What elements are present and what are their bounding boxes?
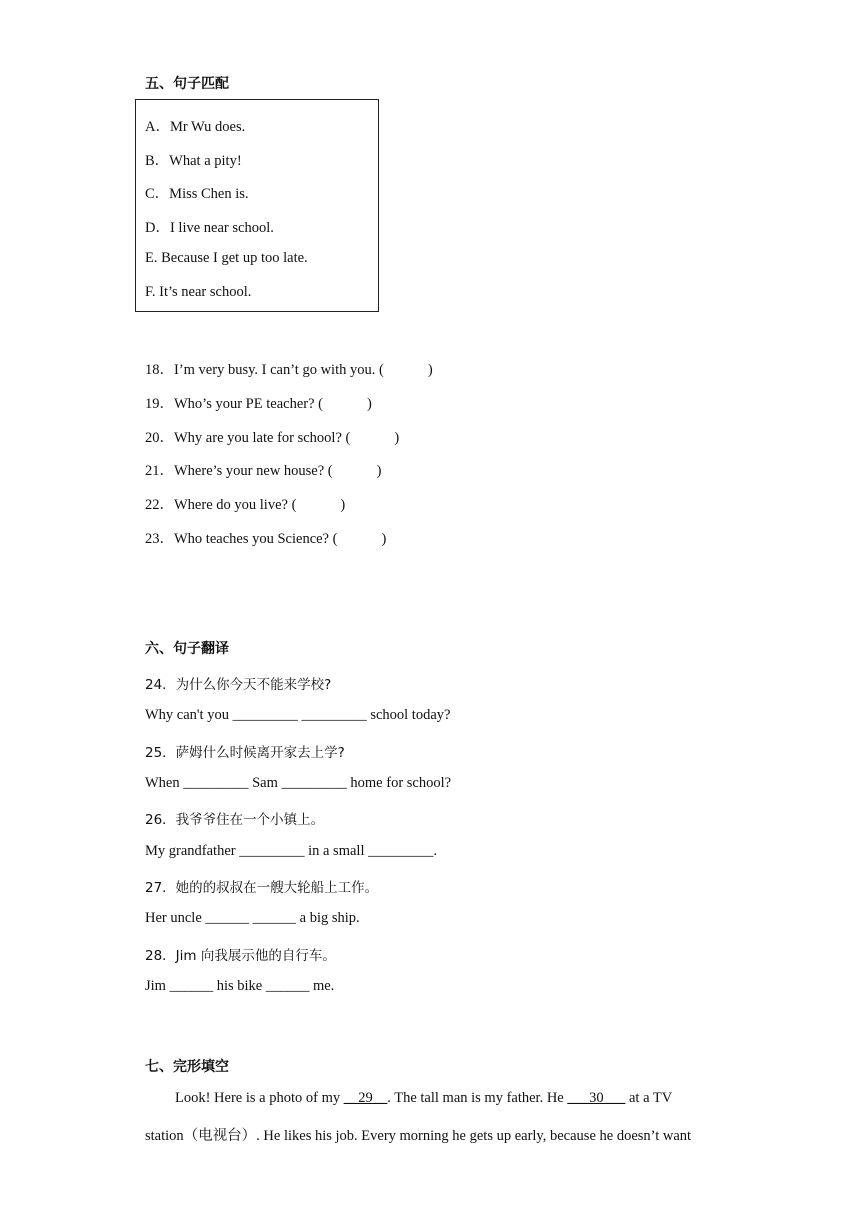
- option-e: E. Because I get up too late.: [145, 250, 308, 266]
- item-27-chinese: 27．她的的叔叔在一艘大轮船上工作。: [145, 880, 379, 896]
- option-a: A．Mr Wu does.: [145, 119, 246, 135]
- question-18: [145, 358, 433, 379]
- cloze-text: . The tall man is my father. He: [387, 1090, 568, 1106]
- question-close: ): [376, 463, 382, 479]
- item-26-english: My grandfather _________ in a small _________.: [145, 843, 437, 859]
- option-f: F. It’s near school.: [145, 284, 252, 300]
- question-text: 21．Where’s your new house? (: [145, 463, 333, 479]
- question-close: ): [340, 497, 346, 513]
- question-text: 20．Why are you late for school? (: [145, 430, 351, 446]
- question-23: [145, 527, 386, 548]
- question-close: ): [381, 531, 387, 547]
- item-25-english: When _________ Sam _________ home for school?: [145, 775, 452, 791]
- item-24-english: Why can't you _________ _________ school today?: [145, 707, 451, 723]
- section-7-heading: 七、完形填空: [145, 1059, 229, 1075]
- item-25-chinese: 25．萨姆什么时候离开家去上学?: [145, 745, 345, 761]
- cloze-paragraph-line-1: [175, 1090, 672, 1107]
- cloze-blank-30[interactable]: ___30___: [567, 1090, 626, 1106]
- item-26-chinese: 26．我爷爷住在一个小镇上。: [145, 812, 325, 828]
- item-28-english: Jim ______ his bike ______ me.: [145, 978, 335, 994]
- question-close: ): [394, 430, 400, 446]
- section-6-heading: 六、句子翻译: [145, 641, 229, 657]
- cloze-blank-29[interactable]: __29__: [343, 1090, 388, 1106]
- question-20: [145, 426, 399, 447]
- option-b: B．What a pity!: [145, 153, 242, 169]
- question-22: [145, 493, 345, 514]
- question-text: 18．I’m very busy. I can’t go with you. (: [145, 362, 384, 378]
- question-text: 23．Who teaches you Science? (: [145, 531, 338, 547]
- question-text: 22．Where do you live? (: [145, 497, 297, 513]
- cloze-text: Look! Here is a photo of my: [175, 1090, 344, 1106]
- item-27-english: Her uncle ______ ______ a big ship.: [145, 910, 360, 926]
- question-text: 19．Who’s your PE teacher? (: [145, 396, 323, 412]
- option-d: D．I live near school.: [145, 220, 274, 236]
- section-5-heading: 五、句子匹配: [145, 76, 229, 92]
- question-close: ): [366, 396, 372, 412]
- cloze-paragraph-line-2: station（电视台）. He likes his job. Every morning he gets up early, because he doesn’t want: [145, 1128, 692, 1144]
- question-21: [145, 459, 381, 480]
- cloze-text: at a TV: [625, 1090, 673, 1106]
- item-24-chinese: 24．为什么你今天不能来学校?: [145, 677, 332, 693]
- option-c: C．Miss Chen is.: [145, 186, 249, 202]
- item-28-chinese: 28．Jim 向我展示他的自行车。: [145, 948, 336, 964]
- question-close: ): [427, 362, 433, 378]
- question-19: [145, 392, 372, 413]
